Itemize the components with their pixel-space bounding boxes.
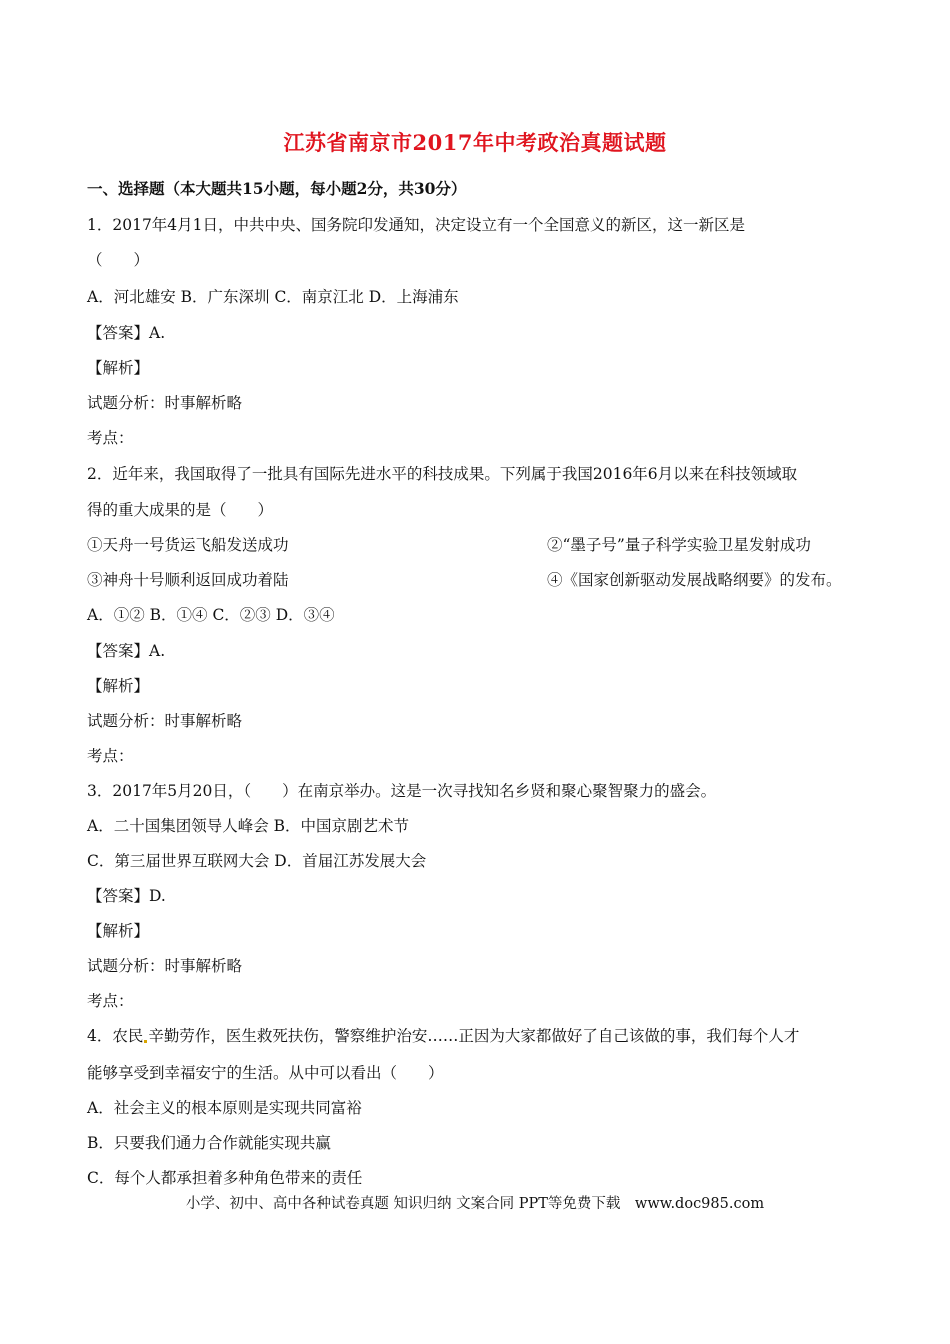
- q2-stem-line1: 2．近年来，我国取得了一批具有国际先进水平的科技成果。下列属于我国2016年6月以来在科技领域取: [87, 465, 798, 483]
- q4-option-c: C．每个人都承担着多种角色带来的责任: [87, 1169, 363, 1187]
- q1-kaodian: 考点：: [87, 429, 134, 447]
- q2-stem-line2: 得的重大成果的是（ ）: [87, 501, 274, 519]
- section-heading: 一、选择题（本大题共15小题，每小题2分，共30分）: [87, 179, 467, 198]
- q3-analysis: 试题分析：时事解析略: [87, 957, 243, 975]
- q3-kaodian: 考点：: [87, 992, 134, 1010]
- page-footer: 小学、初中、高中各种试卷真题 知识归纳 文案合同 PPT等免费下载 www.doc985.com: [185, 1196, 765, 1212]
- q1-analysis: 试题分析：时事解析略: [87, 394, 243, 412]
- annotation-mark: [144, 1040, 147, 1043]
- q2-item-4: ④《国家创新驱动发展战略纲要》的发布。: [547, 571, 842, 589]
- q2-analysis: 试题分析：时事解析略: [87, 712, 243, 730]
- q1-options: A．河北雄安 B．广东深圳 C．南京江北 D．上海浦东: [87, 288, 459, 306]
- q1-stem-line2: （ ）: [87, 251, 150, 269]
- q3-jiexi: 【解析】: [87, 922, 150, 940]
- q3-stem-line1: 3．2017年5月20日，（ ）在南京举办。这是一次寻找知名乡贤和聚心聚智聚力的盛会。: [87, 782, 717, 800]
- q4-stem-part-a: 4．农民: [87, 1027, 144, 1045]
- page-title: 江苏省南京市2017年中考政治真题试题: [283, 130, 667, 155]
- q3-answer: 【答案】D.: [87, 887, 166, 905]
- q2-item-2: ②“墨子号”量子科学实验卫星发射成功: [547, 536, 811, 554]
- q4-stem-line1: [87, 1026, 799, 1046]
- q3-options-cd: C．第三届世界互联网大会 D．首届江苏发展大会: [87, 852, 427, 870]
- q4-stem-part-b: 辛勤劳作，医生救死扶伤，警察维护治安……正因为大家都做好了自己该做的事，我们每个人才: [148, 1027, 800, 1045]
- q2-item-1: ①天舟一号货运飞船发送成功: [87, 536, 289, 554]
- q2-kaodian: 考点：: [87, 747, 134, 765]
- q1-stem-line1: 1．2017年4月1日，中共中央、国务院印发通知，决定设立有一个全国意义的新区，这一新区是: [87, 216, 746, 234]
- q2-item-3: ③神舟十号顺利返回成功着陆: [87, 571, 289, 589]
- q3-options-ab: A．二十国集团领导人峰会 B．中国京剧艺术节: [87, 817, 410, 835]
- q4-stem-line2: 能够享受到幸福安宁的生活。从中可以看出（ ）: [87, 1064, 444, 1082]
- q4-option-a: A．社会主义的根本原则是实现共同富裕: [87, 1099, 362, 1117]
- q4-option-b: B．只要我们通力合作就能实现共赢: [87, 1134, 331, 1152]
- q1-answer: 【答案】A.: [87, 324, 166, 342]
- q2-answer: 【答案】A.: [87, 642, 166, 660]
- q2-jiexi: 【解析】: [87, 677, 150, 695]
- q1-jiexi: 【解析】: [87, 359, 150, 377]
- q2-options: A．①② B．①④ C．②③ D．③④: [87, 606, 335, 624]
